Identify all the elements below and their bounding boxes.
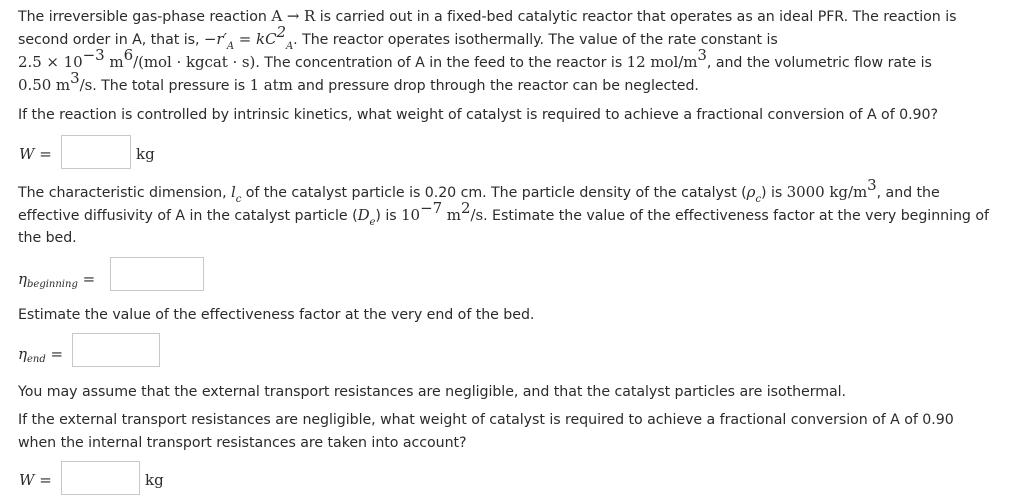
q4-question-line-2: when the internal transport resistances are taken into account? xyxy=(18,435,467,451)
q3-answer-label: $\eta_{end}$ = xyxy=(18,345,64,365)
q2-text: ) is xyxy=(761,185,787,201)
q4-unit: kg xyxy=(145,471,164,489)
q4-assumption: You may assume that the external transport resistances are negligible, and that the catalyst particles are isothermal. xyxy=(18,384,847,400)
q1-line-1 xyxy=(18,5,956,29)
q1-text: , and the volumetric flow rate is xyxy=(706,55,932,71)
rate-constant: 2.5 × 10 xyxy=(18,53,83,71)
q1-weight-input[interactable] xyxy=(61,135,131,169)
q4-answer-label: W = xyxy=(19,471,52,489)
q2-text: effective diffusivity of A in the catalyst particle ( xyxy=(18,208,358,224)
diffusivity-unit: m xyxy=(442,206,461,224)
q2-line-3: the bed. xyxy=(18,230,77,246)
q1-text: is carried out in a fixed-bed catalytic reactor that operates as an ideal PFR. The reaction is xyxy=(315,9,957,25)
q3-question: Estimate the value of the effectiveness factor at the very end of the bed. xyxy=(18,307,535,323)
eta-subscript: beginning xyxy=(27,279,78,290)
rate-constant-unit-exponent: 6 xyxy=(123,46,134,65)
diffusivity-value: 10 xyxy=(401,206,421,224)
flow-rate: /s xyxy=(79,76,93,94)
q1-question: If the reaction is controlled by intrinsic kinetics, what weight of catalyst is required to achieve a fractional conversion of A of 0.90? xyxy=(18,107,938,123)
q1-unit: kg xyxy=(136,145,155,163)
diffusivity-subscript: e xyxy=(369,217,376,228)
q1-line-3 xyxy=(18,46,932,75)
total-pressure: 1 atm xyxy=(249,76,293,94)
rate-subscript: A xyxy=(226,41,235,52)
rate-exponent: 2 xyxy=(276,23,286,42)
q1-text: . The reactor operates isothermally. The value of the rate constant is xyxy=(293,32,778,48)
q2-text: The characteristic dimension, xyxy=(18,185,231,201)
flow-rate: 0.50 m xyxy=(18,76,71,94)
q2-line-2 xyxy=(18,199,989,234)
density-symbol: ρ xyxy=(746,183,756,201)
density-subscript: c xyxy=(755,194,762,205)
diffusivity-symbol: D xyxy=(357,206,370,224)
char-dimension-subscript: c xyxy=(235,194,242,205)
q1-text: . The total pressure is xyxy=(92,78,250,94)
rate-constant-unit: /(mol · kgcat · s) xyxy=(133,53,256,71)
rate-expression: −r′ xyxy=(203,30,227,48)
eta-end-input[interactable] xyxy=(72,333,160,367)
weight-symbol: W xyxy=(19,471,35,489)
q2-text: ) is xyxy=(375,208,402,224)
feed-concentration: 12 mol/m xyxy=(626,53,698,71)
q4-question-line-1: If the external transport resistances are negligible, what weight of catalyst is required to achieve a fractional conversion of A of 0.90 xyxy=(18,412,954,428)
flow-rate-exponent: 3 xyxy=(70,69,80,88)
q2-text: , and the xyxy=(876,185,940,201)
diffusivity-exponent: −7 xyxy=(420,199,443,218)
q1-text: second order in A, that is, xyxy=(18,32,204,48)
q1-text: and pressure drop through the reactor can be neglected. xyxy=(292,78,699,94)
rate-expression: = kC xyxy=(234,30,277,48)
q1-answer-label: W = xyxy=(19,145,52,163)
q2-answer-label: $\eta_{beginning}$ = xyxy=(18,270,96,290)
rate-subscript: A xyxy=(286,41,294,52)
eta-symbol: η xyxy=(18,345,27,363)
diffusivity-unit: /s xyxy=(470,206,484,224)
feed-concentration-exponent: 3 xyxy=(697,46,707,65)
reaction-equation: A → R xyxy=(271,7,316,25)
rate-constant-unit: m xyxy=(104,53,124,71)
weight-symbol: W xyxy=(19,145,35,163)
q4-weight-input[interactable] xyxy=(61,461,140,495)
q2-text: . Estimate the value of the effectiveness factor at the very beginning of xyxy=(483,208,989,224)
q1-line-4 xyxy=(18,69,699,98)
eta-subscript: end xyxy=(27,354,46,365)
eta-symbol: η xyxy=(18,270,27,288)
q1-text: . The concentration of A in the feed to the reactor is xyxy=(255,55,627,71)
q2-text: of the catalyst particle is 0.20 cm. The particle density of the catalyst ( xyxy=(241,185,747,201)
diffusivity-unit-exponent: 2 xyxy=(460,199,471,218)
particle-density: 3000 kg/m xyxy=(786,183,868,201)
char-dimension-symbol: l xyxy=(231,183,236,201)
eta-beginning-input[interactable] xyxy=(110,257,204,291)
rate-constant-exponent: −3 xyxy=(82,46,105,65)
particle-density-exponent: 3 xyxy=(867,176,877,195)
q1-text: The irreversible gas-phase reaction xyxy=(18,9,272,25)
